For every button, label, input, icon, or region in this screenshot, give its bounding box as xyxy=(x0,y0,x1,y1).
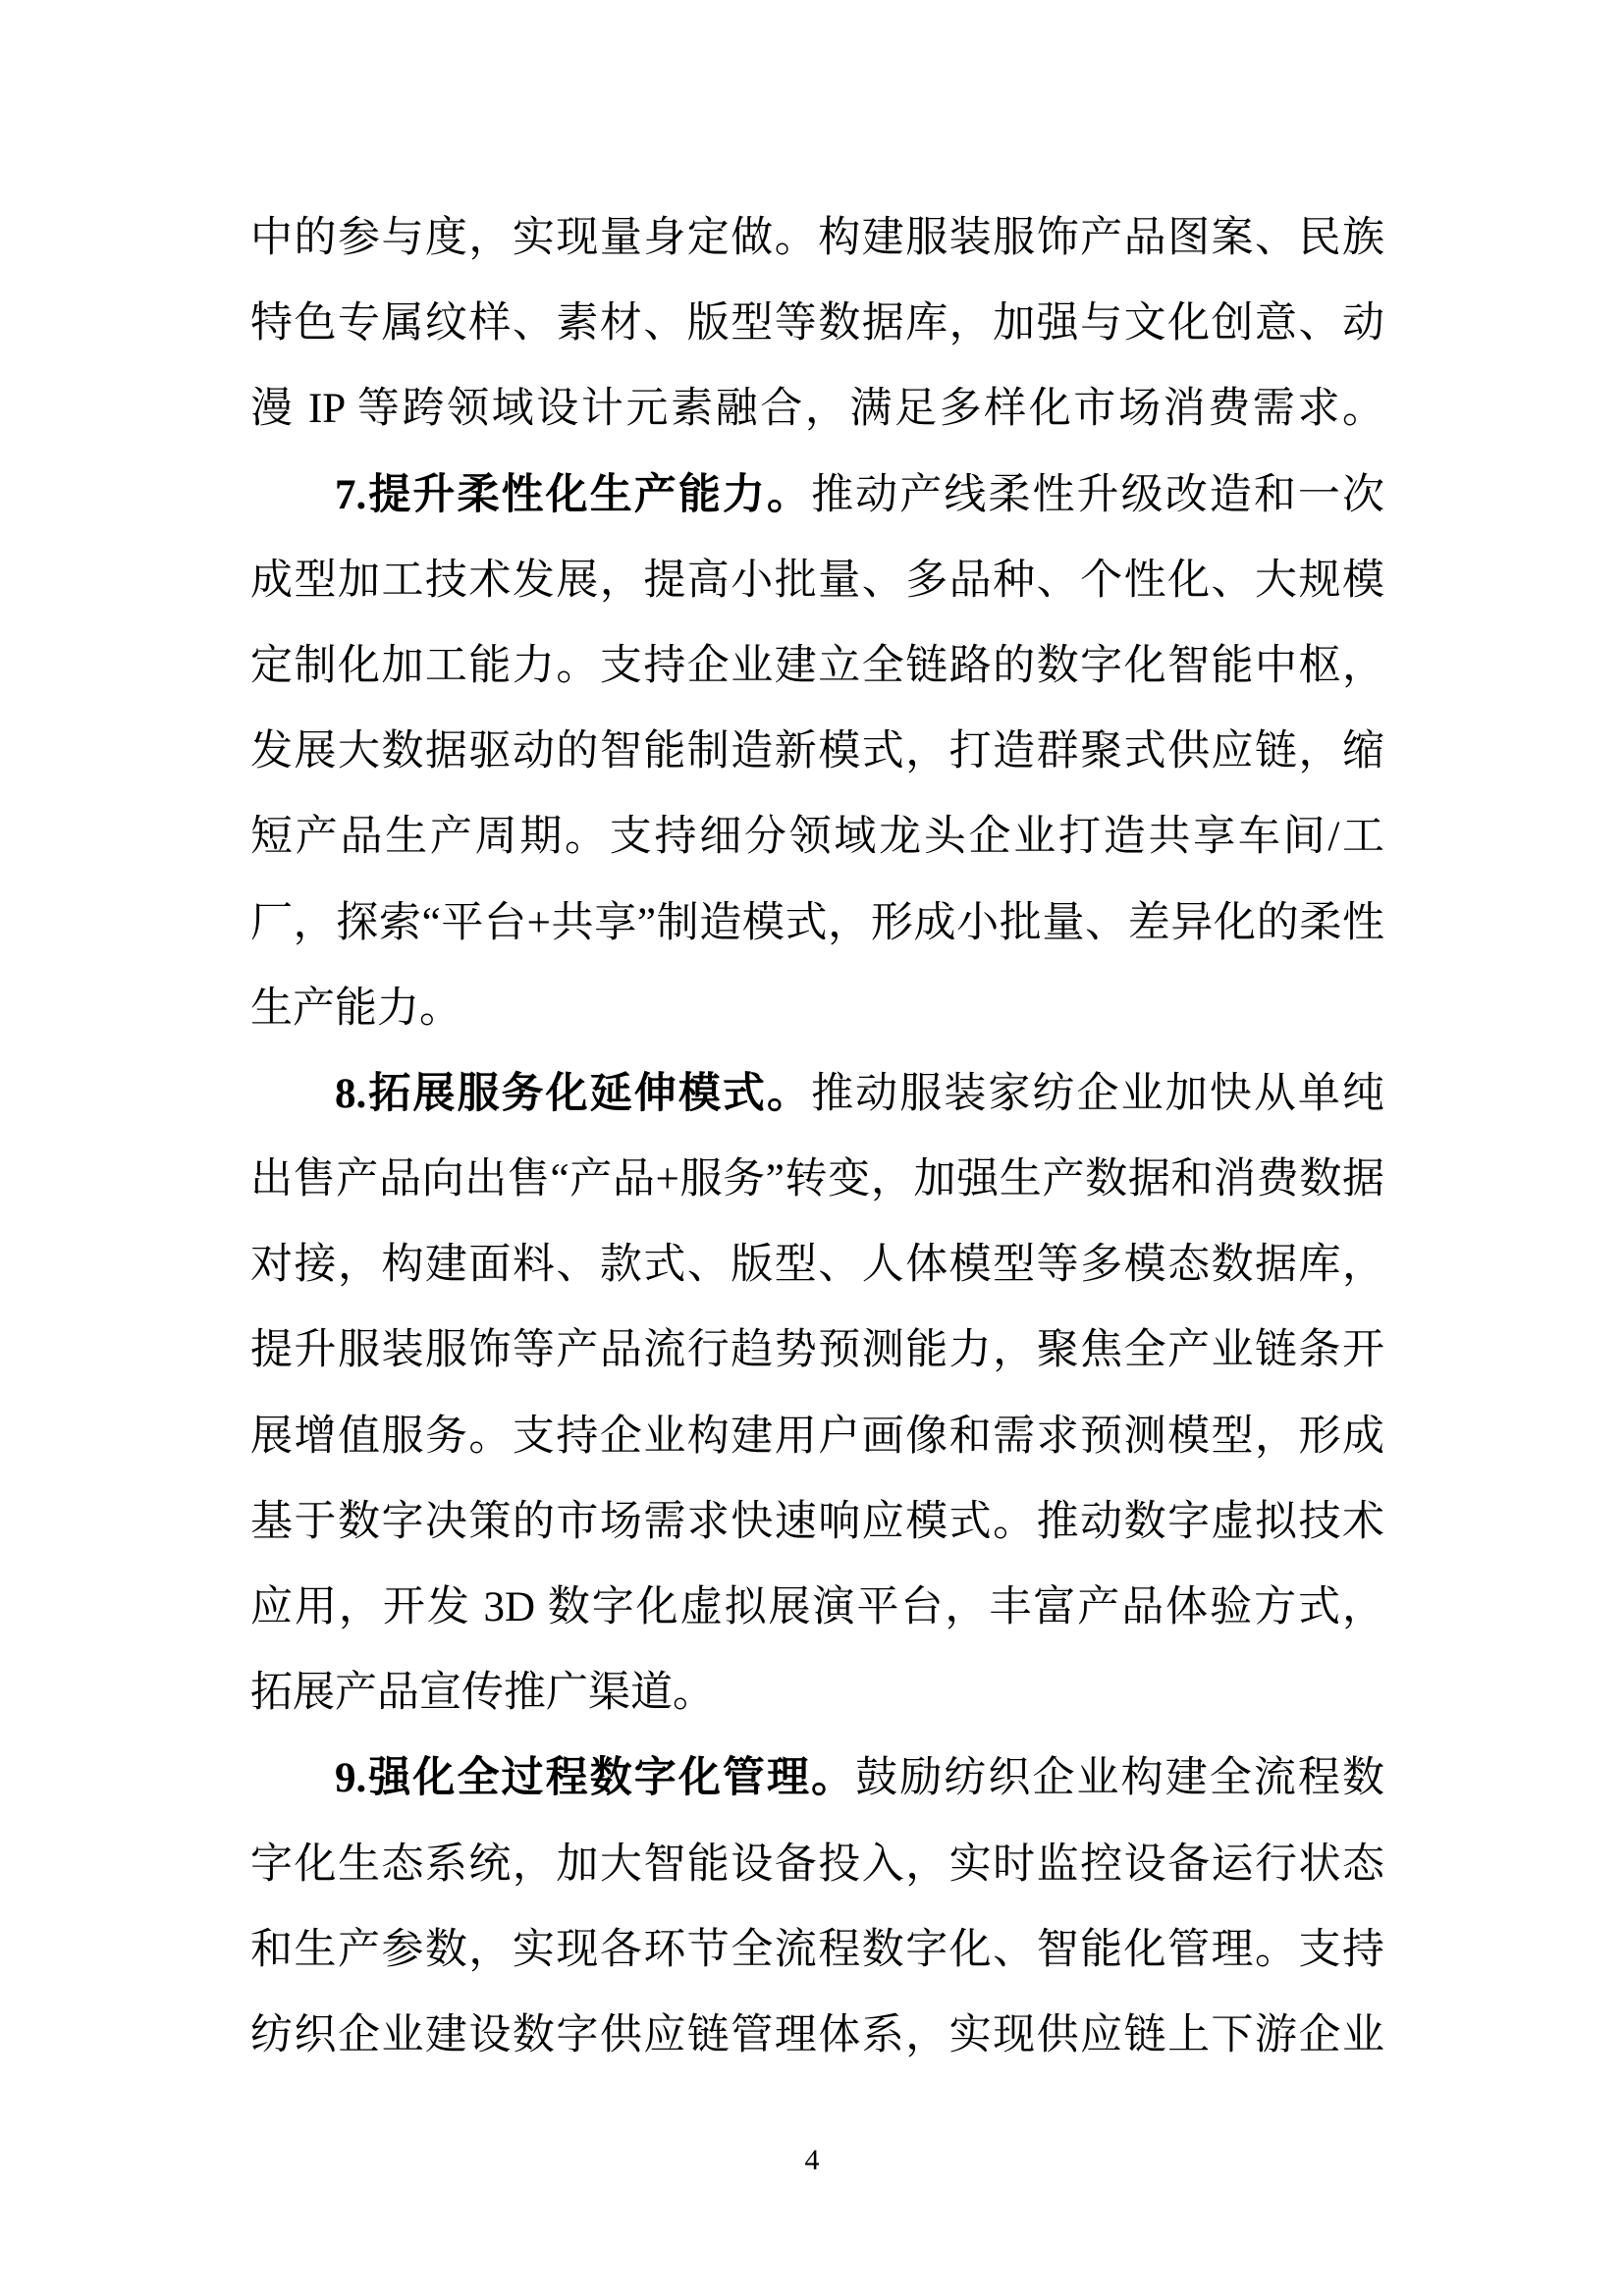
text-line: 生产能力。 xyxy=(250,985,461,1032)
text-line xyxy=(250,1735,1384,1821)
text-line: 发展大数据驱动的智能制造新模式，打造群聚式供应链，缩 xyxy=(250,728,1384,775)
line-text: 鼓励纺织企业构建全流程数 xyxy=(855,1755,1385,1802)
line-text: 推动产线柔性升级改造和一次 xyxy=(811,471,1385,518)
text-line: 厂，探索“平台+共享”制造模式，形成小批量、差异化的柔性 xyxy=(250,899,1384,946)
text-line: 和生产参数，实现各环节全流程数字化、智能化管理。支持 xyxy=(250,1926,1384,1973)
text-line: 基于数字决策的市场需求快速响应模式。推动数字虚拟技术 xyxy=(250,1498,1384,1545)
text-line: 漫 IP 等跨领域设计元素融合，满足多样化市场消费需求。 xyxy=(250,386,1384,433)
text-line: 定制化加工能力。支持企业建立全链路的数字化智能中枢， xyxy=(250,642,1384,689)
text-line: 成型加工技术发展，提高小批量、多品种、个性化、大规模 xyxy=(250,557,1384,604)
text-line: 中的参与度，实现量身定做。构建服装服饰产品图案、民族 xyxy=(250,215,1384,261)
text-line: 应用，开发 3D 数字化虚拟展演平台，丰富产品体验方式， xyxy=(250,1584,1384,1630)
text-line xyxy=(250,453,1384,538)
text-line: 出售产品向出售“产品+服务”转变，加强生产数据和消费数据 xyxy=(250,1156,1384,1203)
text-line: 纺织企业建设数字供应链管理体系，实现供应链上下游企业 xyxy=(250,2011,1384,2058)
section-heading: 9.强化全过程数字化管理。 xyxy=(335,1755,856,1802)
text-line: 短产品生产周期。支持细分领域龙头企业打造共享车间/工 xyxy=(250,814,1384,861)
paragraph-continuation xyxy=(250,195,1384,453)
text-line xyxy=(250,1051,1384,1137)
section-heading: 7.提升柔性化生产能力。 xyxy=(335,471,812,518)
text-line: 拓展产品宣传推广渠道。 xyxy=(250,1670,715,1717)
paragraph-flexible-production xyxy=(250,453,1384,1051)
text-line: 展增值服务。支持企业构建用户画像和需求预测模型，形成 xyxy=(250,1413,1384,1460)
text-line: 字化生态系统，加大智能设备投入，实时监控设备运行状态 xyxy=(250,1841,1384,1888)
body-text xyxy=(250,195,1384,2078)
text-line: 对接，构建面料、款式、版型、人体模型等多模态数据库， xyxy=(250,1242,1384,1289)
text-line: 特色专属纹样、素材、版型等数据库，加强与文化创意、动 xyxy=(250,300,1384,347)
page-number: 4 xyxy=(804,2144,820,2176)
paragraph-service-extension xyxy=(250,1051,1384,1736)
section-heading: 8.拓展服务化延伸模式。 xyxy=(335,1070,812,1117)
line-text: 推动服装家纺企业加快从单纯 xyxy=(811,1070,1385,1117)
text-line: 提升服装服饰等产品流行趋势预测能力，聚焦全产业链条开 xyxy=(250,1327,1384,1374)
paragraph-digital-management xyxy=(250,1735,1384,2078)
